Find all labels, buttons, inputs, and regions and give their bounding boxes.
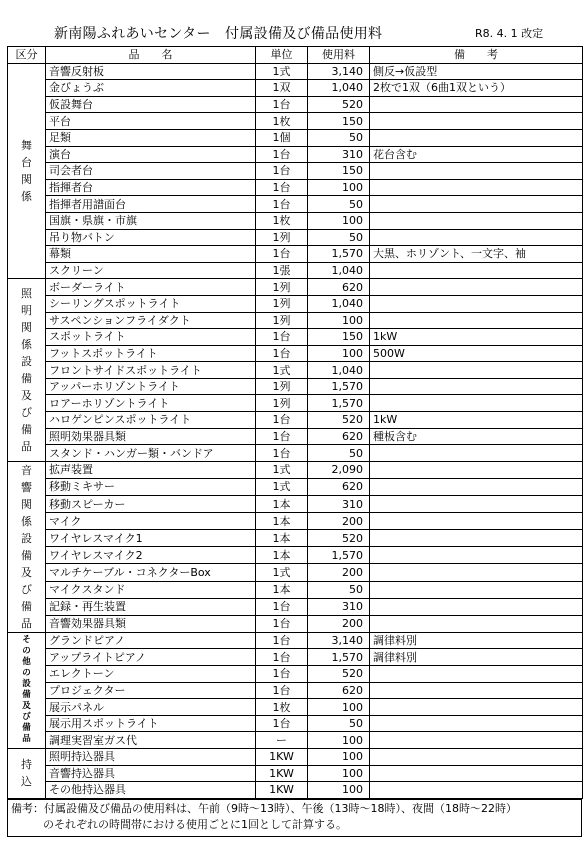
table-row	[8, 699, 583, 716]
item-unit: 1式	[256, 461, 308, 478]
table-row	[8, 765, 583, 782]
item-name: 指揮者台	[46, 179, 256, 196]
header-fee: 使用料	[308, 47, 370, 64]
item-name: ワイヤレスマイク1	[46, 530, 256, 547]
item-unit: 1列	[256, 378, 308, 395]
item-unit: 1KW	[256, 765, 308, 782]
item-remarks	[370, 229, 583, 246]
table-row	[8, 312, 583, 329]
table-row	[8, 246, 583, 263]
item-fee: 1,040	[308, 295, 370, 312]
table-row	[8, 715, 583, 732]
item-unit: 1台	[256, 96, 308, 113]
table-row	[8, 378, 583, 395]
item-unit: 1台	[256, 163, 308, 180]
item-name: ハロゲンピンスポットライト	[46, 412, 256, 429]
table-row	[8, 345, 583, 362]
table-row	[8, 530, 583, 547]
table-row	[8, 732, 583, 749]
item-fee: 2,090	[308, 461, 370, 478]
item-remarks	[370, 699, 583, 716]
item-fee: 50	[308, 229, 370, 246]
table-row	[8, 229, 583, 246]
item-name: 記録・再生装置	[46, 598, 256, 615]
item-name: フットスポットライト	[46, 345, 256, 362]
item-remarks: 調律料別	[370, 649, 583, 666]
item-remarks	[370, 378, 583, 395]
item-fee: 1,040	[308, 262, 370, 279]
item-name: スポットライト	[46, 329, 256, 346]
table-row	[8, 632, 583, 649]
item-remarks	[370, 496, 583, 513]
item-fee: 310	[308, 496, 370, 513]
table-row	[8, 496, 583, 513]
item-fee: 1,570	[308, 378, 370, 395]
item-name: マルチケーブル・コネクターBox	[46, 564, 256, 581]
item-unit: 1本	[256, 496, 308, 513]
table-row	[8, 129, 583, 146]
item-remarks: 花台含む	[370, 146, 583, 163]
item-remarks	[370, 445, 583, 462]
item-fee: 200	[308, 564, 370, 581]
item-remarks: 大黒、ホリゾント、一文字、袖	[370, 246, 583, 263]
item-unit: 1本	[256, 581, 308, 598]
item-remarks	[370, 295, 583, 312]
item-unit: 1台	[256, 246, 308, 263]
table-row	[8, 478, 583, 495]
table-row	[8, 581, 583, 598]
item-remarks	[370, 749, 583, 766]
item-name: フロントサイドスポットライト	[46, 362, 256, 379]
item-remarks: 1kW	[370, 329, 583, 346]
item-name: 仮設舞台	[46, 96, 256, 113]
item-name: 金びょうぶ	[46, 80, 256, 97]
table-row	[8, 395, 583, 412]
item-unit: 1列	[256, 395, 308, 412]
item-remarks	[370, 666, 583, 683]
item-unit: 1本	[256, 513, 308, 530]
item-remarks: 種板含む	[370, 428, 583, 445]
header-unit: 単位	[256, 47, 308, 64]
item-unit: 1本	[256, 530, 308, 547]
item-remarks	[370, 461, 583, 478]
item-fee: 520	[308, 530, 370, 547]
note-line-2: のそれぞれの時間帯における使用ごとに1回として計算する。	[43, 818, 347, 831]
item-unit: 1台	[256, 445, 308, 462]
item-remarks	[370, 262, 583, 279]
table-body	[8, 63, 583, 798]
item-unit: 1KW	[256, 782, 308, 799]
table-row	[8, 615, 583, 632]
item-name: ボーダーライト	[46, 279, 256, 296]
item-fee: 3,140	[308, 632, 370, 649]
item-fee: 3,140	[308, 63, 370, 80]
item-name: マイク	[46, 513, 256, 530]
item-name: サスペンションフライダクト	[46, 312, 256, 329]
item-name: 展示パネル	[46, 699, 256, 716]
table-header-row	[8, 47, 583, 64]
item-name: グランドピアノ	[46, 632, 256, 649]
item-fee: 1,570	[308, 395, 370, 412]
item-unit: 1台	[256, 146, 308, 163]
item-fee: 620	[308, 279, 370, 296]
item-fee: 100	[308, 212, 370, 229]
category-label: 照 明 関 係 設 備 及 び 備 品	[8, 279, 46, 462]
table-row	[8, 196, 583, 213]
table-row	[8, 80, 583, 97]
item-fee: 100	[308, 782, 370, 799]
table-row	[8, 212, 583, 229]
table-row	[8, 598, 583, 615]
fee-table	[7, 46, 583, 799]
item-fee: 50	[308, 445, 370, 462]
item-name: スクリーン	[46, 262, 256, 279]
item-fee: 200	[308, 615, 370, 632]
item-unit: 1本	[256, 547, 308, 564]
item-remarks: 側反→仮設型	[370, 63, 583, 80]
item-unit: 1台	[256, 179, 308, 196]
item-name: スタンド・ハンガー類・バンドア	[46, 445, 256, 462]
item-unit: 1個	[256, 129, 308, 146]
table-row	[8, 262, 583, 279]
item-name: 吊り物バトン	[46, 229, 256, 246]
category-label: そ の 他 の 設 備 及 び 備 品	[8, 632, 46, 748]
item-name: 照明効果器具類	[46, 428, 256, 445]
table-row	[8, 279, 583, 296]
table-row	[8, 146, 583, 163]
item-remarks	[370, 765, 583, 782]
item-name: 移動ミキサー	[46, 478, 256, 495]
table-row	[8, 547, 583, 564]
table-row	[8, 412, 583, 429]
table-row	[8, 295, 583, 312]
item-unit: 1台	[256, 598, 308, 615]
item-name: 音響持込器具	[46, 765, 256, 782]
item-remarks	[370, 163, 583, 180]
table-row	[8, 428, 583, 445]
item-name: ワイヤレスマイク2	[46, 547, 256, 564]
table-row	[8, 782, 583, 799]
category-label: 舞 台 関 係	[8, 63, 46, 279]
item-fee: 310	[308, 598, 370, 615]
item-unit: 1台	[256, 196, 308, 213]
item-fee: 150	[308, 163, 370, 180]
table-row	[8, 63, 583, 80]
table-row	[8, 461, 583, 478]
item-unit: 1列	[256, 279, 308, 296]
item-name: 司会者台	[46, 163, 256, 180]
item-name: アップライトピアノ	[46, 649, 256, 666]
item-name: プロジェクター	[46, 682, 256, 699]
item-unit: 1台	[256, 649, 308, 666]
item-unit: 1台	[256, 632, 308, 649]
item-name: 平台	[46, 113, 256, 130]
item-remarks: 2枚で1双（6曲1双という）	[370, 80, 583, 97]
item-remarks: 1kW	[370, 412, 583, 429]
item-name: ロアーホリゾントライト	[46, 395, 256, 412]
item-name: 足類	[46, 129, 256, 146]
item-remarks	[370, 478, 583, 495]
item-unit: 1式	[256, 478, 308, 495]
item-remarks	[370, 513, 583, 530]
item-remarks	[370, 212, 583, 229]
table-row	[8, 666, 583, 683]
item-remarks: 500W	[370, 345, 583, 362]
item-unit: 1式	[256, 63, 308, 80]
item-remarks	[370, 196, 583, 213]
item-unit: 1枚	[256, 212, 308, 229]
item-remarks: 調律料別	[370, 632, 583, 649]
item-unit: 1台	[256, 428, 308, 445]
item-remarks	[370, 682, 583, 699]
item-unit: ー	[256, 732, 308, 749]
item-unit: 1式	[256, 564, 308, 581]
header-remarks: 備 考	[370, 47, 583, 64]
table-row	[8, 362, 583, 379]
item-unit: 1列	[256, 312, 308, 329]
item-remarks	[370, 547, 583, 564]
item-unit: 1台	[256, 329, 308, 346]
table-row	[8, 179, 583, 196]
item-remarks	[370, 530, 583, 547]
item-fee: 520	[308, 666, 370, 683]
item-remarks	[370, 179, 583, 196]
item-unit: 1KW	[256, 749, 308, 766]
category-label: 音 響 関 係 設 備 及 び 備 品	[8, 461, 46, 632]
item-fee: 1,040	[308, 362, 370, 379]
item-fee: 620	[308, 478, 370, 495]
item-fee: 1,570	[308, 547, 370, 564]
item-name: エレクトーン	[46, 666, 256, 683]
item-fee: 200	[308, 513, 370, 530]
table-row	[8, 513, 583, 530]
item-fee: 100	[308, 179, 370, 196]
item-name: 調理実習室ガス代	[46, 732, 256, 749]
table-row	[8, 96, 583, 113]
item-remarks	[370, 581, 583, 598]
item-unit: 1列	[256, 229, 308, 246]
item-fee: 620	[308, 682, 370, 699]
page-title: 新南陽ふれあいセンター 付属設備及び備品使用料	[54, 26, 383, 42]
note-line-1: 備考：付属設備及び備品の使用料は、午前（9時～13時）、午後（13時～18時）、夜間（18時～22時）	[11, 802, 517, 815]
item-unit: 1台	[256, 345, 308, 362]
table-row	[8, 329, 583, 346]
item-remarks	[370, 564, 583, 581]
item-remarks	[370, 782, 583, 799]
item-fee: 1,570	[308, 246, 370, 263]
item-unit: 1台	[256, 615, 308, 632]
item-unit: 1式	[256, 362, 308, 379]
table-row	[8, 682, 583, 699]
item-remarks	[370, 715, 583, 732]
item-remarks	[370, 312, 583, 329]
item-fee: 100	[308, 732, 370, 749]
item-fee: 100	[308, 749, 370, 766]
item-unit: 1枚	[256, 113, 308, 130]
item-fee: 520	[308, 96, 370, 113]
item-fee: 100	[308, 765, 370, 782]
item-remarks	[370, 279, 583, 296]
item-remarks	[370, 615, 583, 632]
table-row	[8, 564, 583, 581]
item-remarks	[370, 96, 583, 113]
item-fee: 150	[308, 113, 370, 130]
item-unit: 1列	[256, 295, 308, 312]
table-row	[8, 749, 583, 766]
item-fee: 310	[308, 146, 370, 163]
item-name: 移動スピーカー	[46, 496, 256, 513]
item-name: 指揮者用譜面台	[46, 196, 256, 213]
item-name: 幕類	[46, 246, 256, 263]
item-remarks	[370, 598, 583, 615]
item-unit: 1台	[256, 412, 308, 429]
item-fee: 100	[308, 345, 370, 362]
item-fee: 620	[308, 428, 370, 445]
item-fee: 520	[308, 412, 370, 429]
item-name: シーリングスポットライト	[46, 295, 256, 312]
item-name: 拡声装置	[46, 461, 256, 478]
item-unit: 1台	[256, 666, 308, 683]
item-fee: 1,040	[308, 80, 370, 97]
item-fee: 50	[308, 715, 370, 732]
item-name: 演台	[46, 146, 256, 163]
item-remarks	[370, 395, 583, 412]
item-name: 展示用スポットライト	[46, 715, 256, 732]
item-remarks	[370, 732, 583, 749]
table-row	[8, 445, 583, 462]
item-name: 照明持込器具	[46, 749, 256, 766]
remarks-note	[7, 799, 582, 837]
revision-date: R8. 4. 1 改定	[475, 27, 544, 40]
item-unit: 1枚	[256, 699, 308, 716]
table-row	[8, 163, 583, 180]
item-unit: 1張	[256, 262, 308, 279]
item-name: 音響効果器具類	[46, 615, 256, 632]
header-item: 品 名	[46, 47, 256, 64]
item-name: 音響反射板	[46, 63, 256, 80]
item-fee: 150	[308, 329, 370, 346]
item-fee: 50	[308, 196, 370, 213]
item-remarks	[370, 362, 583, 379]
category-label: 持 込	[8, 749, 46, 799]
item-remarks	[370, 129, 583, 146]
item-unit: 1台	[256, 682, 308, 699]
item-fee: 1,570	[308, 649, 370, 666]
item-fee: 100	[308, 312, 370, 329]
item-remarks	[370, 113, 583, 130]
item-fee: 100	[308, 699, 370, 716]
item-name: アッパーホリゾントライト	[46, 378, 256, 395]
item-fee: 50	[308, 129, 370, 146]
item-fee: 50	[308, 581, 370, 598]
item-name: 国旗・県旗・市旗	[46, 212, 256, 229]
header-category: 区分	[8, 47, 46, 64]
item-name: その他持込器具	[46, 782, 256, 799]
item-unit: 1双	[256, 80, 308, 97]
item-name: マイクスタンド	[46, 581, 256, 598]
table-row	[8, 113, 583, 130]
table-row	[8, 649, 583, 666]
item-unit: 1台	[256, 715, 308, 732]
